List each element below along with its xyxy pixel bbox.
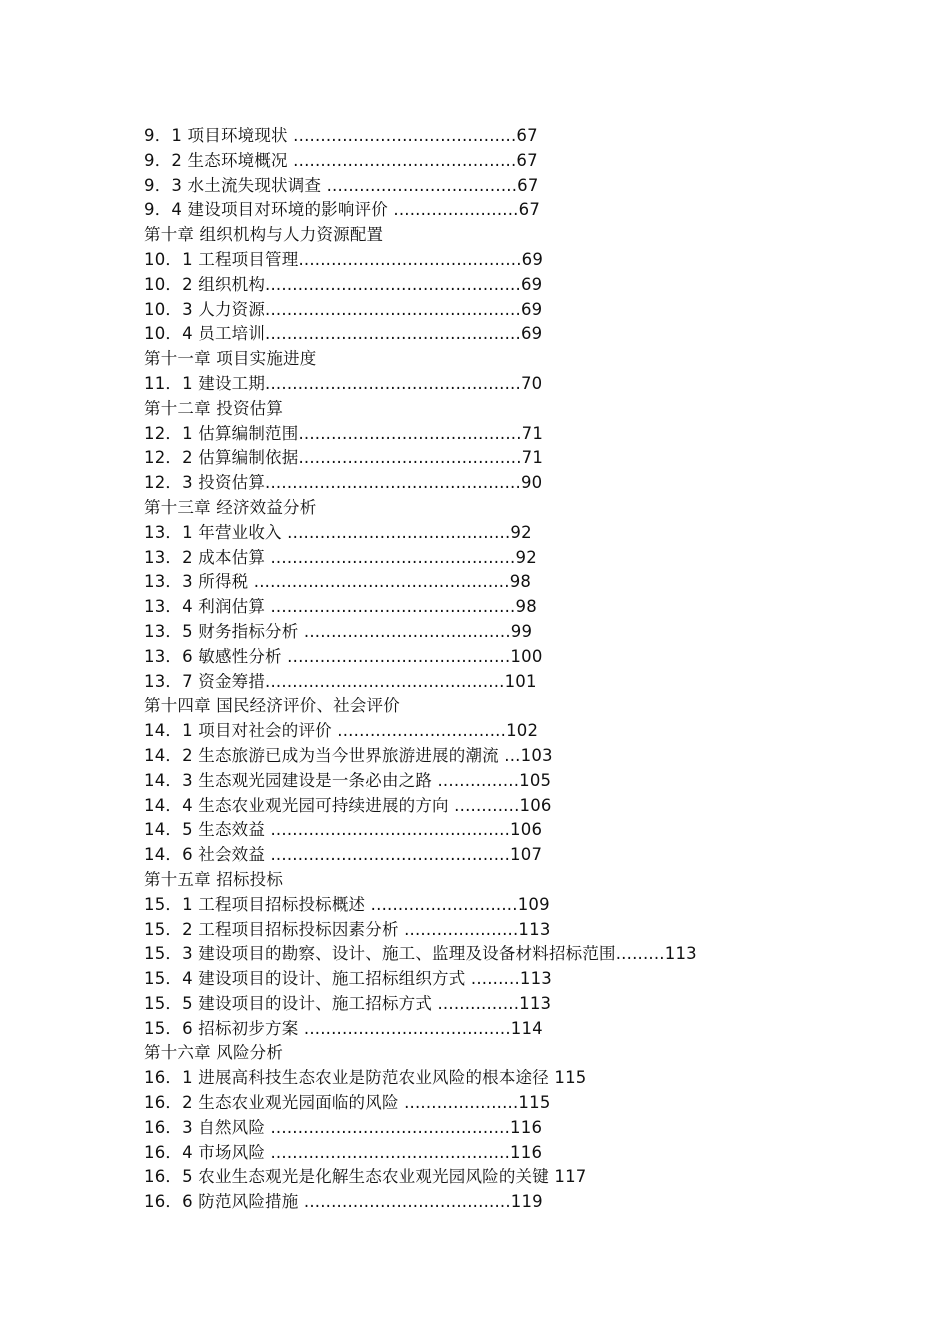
- toc-line: 16．2 生态农业观光园面临的风险 .....................115: [144, 1093, 551, 1113]
- toc-line: 14．2 生态旅游已成为当今世界旅游进展的潮流 ...103: [144, 745, 553, 765]
- toc-line: 12．1 估算编制范围.........................................71: [144, 423, 544, 443]
- toc-line: 13．3 所得税 ...............................................98: [144, 572, 532, 592]
- toc-line: 16．1 进展高科技生态农业是防范农业风险的根本途径 115: [144, 1068, 587, 1088]
- toc-line: 13．2 成本估算 .............................................92: [144, 547, 537, 567]
- toc-line: 13．5 财务指标分析 ......................................99: [144, 621, 533, 641]
- toc-line: 13．1 年营业收入 .........................................92: [144, 522, 532, 542]
- toc-line: 11．1 建设工期...............................................70: [144, 373, 543, 393]
- toc-line: 9．1 项目环境现状 .........................................67: [144, 126, 538, 145]
- toc-chapter-heading: 第十二章 投资估算: [144, 398, 284, 418]
- toc-line: 16．5 农业生态观光是化解生态农业观光园风险的关键 117: [144, 1167, 587, 1187]
- toc-line: 13．4 利润估算 .............................................98: [144, 597, 537, 617]
- toc-line: 16．4 市场风险 ............................................116: [144, 1142, 543, 1162]
- toc-line: 15．1 工程项目招标投标概述 ...........................109: [144, 894, 550, 914]
- toc-line: 15．3 建设项目的勘察、设计、施工、监理及设备材料招标范围.........113: [144, 944, 697, 964]
- toc-line: 15．5 建设项目的设计、施工招标方式 ...............113: [144, 993, 552, 1013]
- toc-line: 13．7 资金筹措............................................101: [144, 671, 537, 691]
- toc-line: 15．6 招标初步方案 ......................................114: [144, 1018, 543, 1038]
- toc-chapter-heading: 第十章 组织机构与人力资源配置: [144, 225, 384, 245]
- toc-line: 12．3 投资估算...............................................90: [144, 473, 543, 493]
- toc-line: 14．6 社会效益 ............................................107: [144, 845, 543, 865]
- toc-line: 14．5 生态效益 ............................................106: [144, 820, 543, 840]
- toc-chapter-heading: 第十三章 经济效益分析: [144, 497, 317, 517]
- toc-line: 10．3 人力资源...............................................69: [144, 299, 543, 319]
- toc-line: 14．1 项目对社会的评价 ...............................102: [144, 721, 539, 741]
- toc-chapter-heading: 第十四章 国民经济评价、社会评价: [144, 696, 400, 716]
- toc-line: 9．4 建设项目对环境的影响评价 .......................67: [144, 200, 541, 220]
- toc-line: 10．2 组织机构...............................................69: [144, 274, 543, 294]
- toc-line: 9．3 水土流失现状调查 ...................................67: [144, 175, 539, 195]
- toc-line: 12．2 估算编制依据.........................................71: [144, 448, 544, 468]
- toc-chapter-heading: 第十六章 风险分析: [144, 1043, 284, 1063]
- toc-line: 14．4 生态农业观光园可持续进展的方向 ............106: [144, 795, 552, 815]
- toc-line: 10．4 员工培训...............................................69: [144, 324, 543, 344]
- toc-line: 15．2 工程项目招标投标因素分析 .....................113: [144, 919, 551, 939]
- toc-line: 9．2 生态环境概况 .........................................67: [144, 150, 538, 170]
- toc-line: 16．6 防范风险措施 ......................................119: [144, 1192, 543, 1212]
- toc-line: 16．3 自然风险 ............................................116: [144, 1117, 543, 1137]
- table-of-contents: [144, 124, 844, 1215]
- toc-line: 13．6 敏感性分析 .........................................100: [144, 646, 543, 666]
- toc-line: 15．4 建设项目的设计、施工招标组织方式 .........113: [144, 969, 552, 989]
- toc-line: 14．3 生态观光园建设是一条必由之路 ...............105: [144, 770, 552, 790]
- toc-chapter-heading: 第十一章 项目实施进度: [144, 349, 317, 369]
- toc-chapter-heading: 第十五章 招标投标: [144, 869, 284, 889]
- toc-line: 10．1 工程项目管理.........................................69: [144, 249, 544, 269]
